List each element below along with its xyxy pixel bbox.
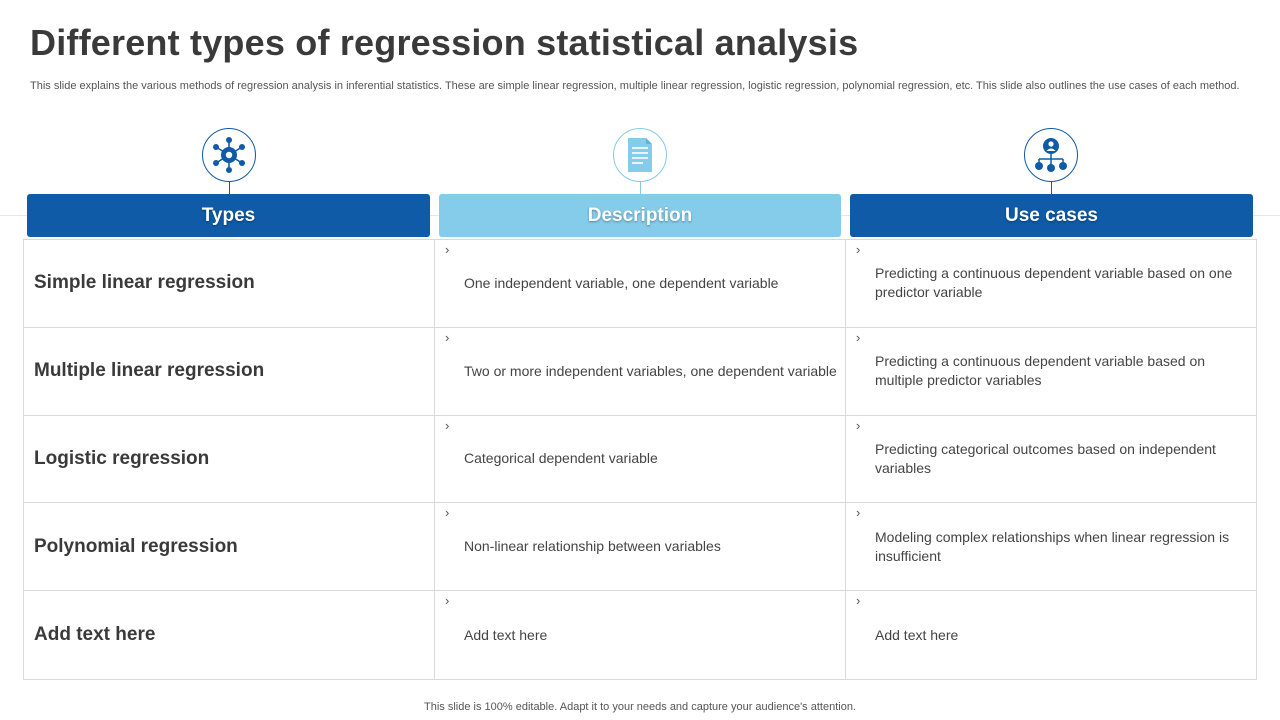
description-text: One independent variable, one dependent variable xyxy=(464,274,779,291)
use-case-text: Predicting categorical outcomes based on independent variables xyxy=(875,440,1216,476)
bullet-chevron-icon: › xyxy=(445,242,450,257)
network-gear-icon xyxy=(202,128,256,182)
bullet-chevron-icon: › xyxy=(856,329,861,345)
bullet-chevron-icon: › xyxy=(445,505,450,521)
type-cell: Multiple linear regression xyxy=(24,328,435,416)
description-cell xyxy=(435,503,846,591)
type-cell: Logistic regression xyxy=(24,416,435,504)
use-case-cell xyxy=(846,240,1256,328)
type-cell: Simple linear regression xyxy=(24,240,435,328)
bullet-chevron-icon: › xyxy=(856,417,861,433)
bullet-chevron-icon: › xyxy=(856,242,861,257)
footer-note: This slide is 100% editable. Adapt it to your needs and capture your audience's attention. xyxy=(424,701,856,713)
use-case-text: Modeling complex relationships when linear regression is insufficient xyxy=(875,528,1230,564)
use-case-cell xyxy=(846,328,1256,416)
use-case-cell xyxy=(846,416,1256,504)
icon-connector xyxy=(1051,182,1052,194)
use-case-cell xyxy=(846,503,1256,591)
description-text: Non-linear relationship between variables xyxy=(464,538,721,555)
description-cell xyxy=(435,240,846,328)
use-case-text: Add text here xyxy=(875,626,959,643)
description-text: Two or more independent variables, one dependent variable xyxy=(464,362,837,379)
header-types: Types xyxy=(27,194,430,237)
type-cell: Polynomial regression xyxy=(24,503,435,591)
header-description: Description xyxy=(439,194,841,237)
icon-connector xyxy=(640,182,641,194)
icon-connector xyxy=(229,182,230,194)
slide-subtitle: This slide explains the various methods of regression analysis in inferential statistics. These are simple linear regression, multiple linear regression, logistic regression, polynomial regression, etc. This slide also outlines the use cases of each method. xyxy=(30,80,1240,92)
use-case-text: Predicting a continuous dependent variable based on one predictor variable xyxy=(875,265,1233,301)
bullet-chevron-icon: › xyxy=(445,417,450,433)
slide-title: Different types of regression statistical analysis xyxy=(30,22,859,63)
type-cell: Add text here xyxy=(24,591,435,679)
description-cell xyxy=(435,328,846,416)
document-icon xyxy=(613,128,667,182)
header-use-cases: Use cases xyxy=(850,194,1253,237)
description-cell xyxy=(435,591,846,679)
bullet-chevron-icon: › xyxy=(856,593,861,609)
user-connections-icon xyxy=(1024,128,1078,182)
bullet-chevron-icon: › xyxy=(445,593,450,609)
bullet-chevron-icon: › xyxy=(856,505,861,521)
description-text: Categorical dependent variable xyxy=(464,450,658,467)
bullet-chevron-icon: › xyxy=(445,329,450,345)
use-case-text: Predicting a continuous dependent variable based on multiple predictor variables xyxy=(875,353,1206,389)
regression-table xyxy=(23,239,1257,680)
use-case-cell xyxy=(846,591,1256,679)
description-text: Add text here xyxy=(464,626,548,643)
description-cell xyxy=(435,416,846,504)
